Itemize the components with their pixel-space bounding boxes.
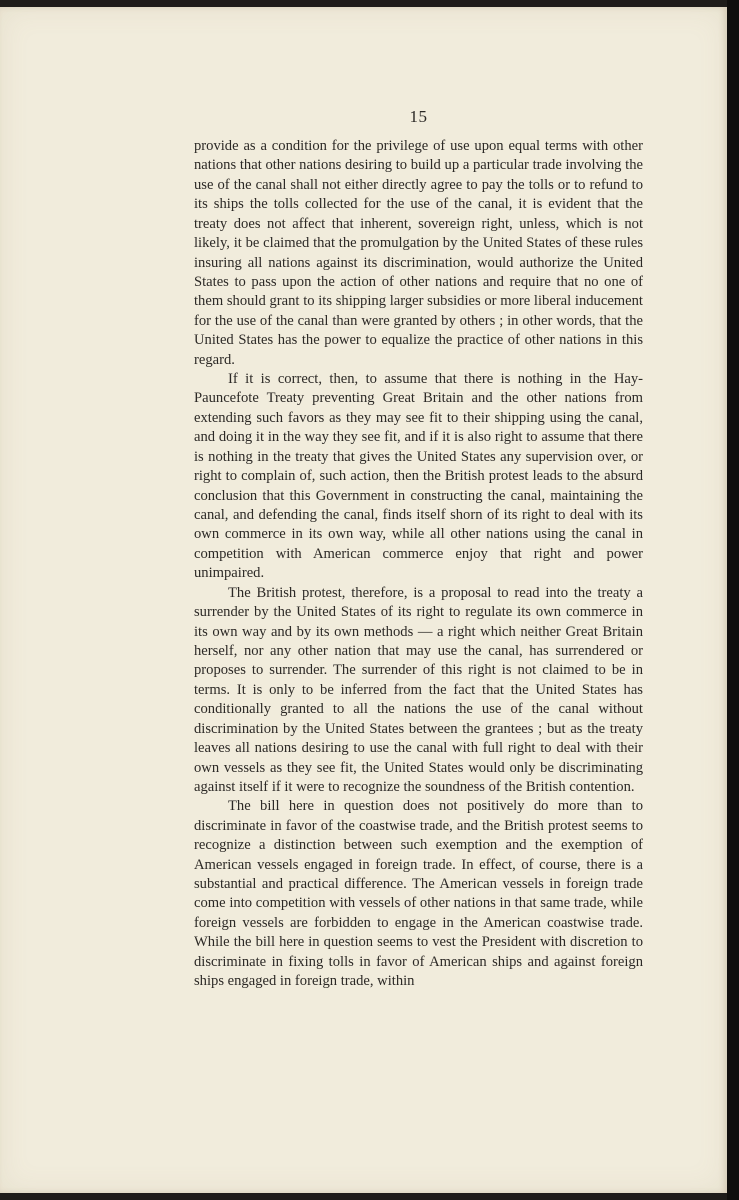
body-text [194, 137, 643, 992]
paragraph-2: If it is correct, then, to assume that there is nothing in the Hay-Pauncefote Treaty preventing Great Britain and the other nations from extending such favors as they may see fit to their shipping using the canal, and doing it in the way they see fit, and if it is also right to assume that there is nothing in the treaty that gives the United States any supervision over, or right to complain of, such action, then the British protest leads to the absurd conclusion that this Government in constructing the canal, maintaining the canal, and defending the canal, finds itself shorn of its right to deal with its own commerce in its own way, while all other nations using the canal in competition with American commerce enjoy that right and power unimpaired. [194, 371, 643, 582]
paragraph-3: The British protest, therefore, is a proposal to read into the treaty a surrender by the United States of its right to regulate its own commerce in its own way and by its own methods — a right which neither Great Britain herself, nor any other nation that may use the canal, has surrendered or proposes to surrender. The surrender of this right is not claimed to be in terms. It is only to be inferred from the fact that the United States has conditionally granted to all the nations the use of the canal without discrimination by the United States between the grantees ; but as the treaty leaves all nations desiring to use the canal with full right to deal with their own vessels as they see fit, the United States would only be discriminating against itself if it were to recognize the soundness of the British contention. [194, 584, 643, 795]
scan-edge [727, 0, 739, 1200]
page-number: 15 [409, 107, 428, 126]
paragraph-1: provide as a condition for the privilege of use upon equal terms with other nations that other nations desiring to build up a particular trade involving the use of the canal shall not either directly agree to pay the tolls or to refund to its ships the tolls collected for the use of the canal, it is evident that the treaty does not affect that inherent, sovereign right, unless, which is not likely, it be claimed that the promulgation by the United States of these rules insuring all nations against its discrimination, would authorize the United States to pass upon the action of other nations and require that no one of them should grant to its shipping larger subsidies or more liberal inducement for the use of the canal than were granted by others ; in other words, that the United States has the power to equalize the practice of other nations in this regard. [194, 138, 643, 368]
paragraph-4: The bill here in question does not positively do more than to discriminate in favor of the coastwise trade, and the British protest seems to recognize a distinction between such exemption and the exemption of American vessels engaged in foreign trade. In effect, of course, there is a substantial and practical difference. The American vessels in foreign trade come into competition with vessels of other nations in that same trade, while foreign vessels are forbidden to engage in the American coastwise trade. While the bill here in question seems to vest the President with discretion to discriminate in fixing tolls in favor of American ships and against foreign ships engaged in foreign trade, within [194, 798, 643, 990]
